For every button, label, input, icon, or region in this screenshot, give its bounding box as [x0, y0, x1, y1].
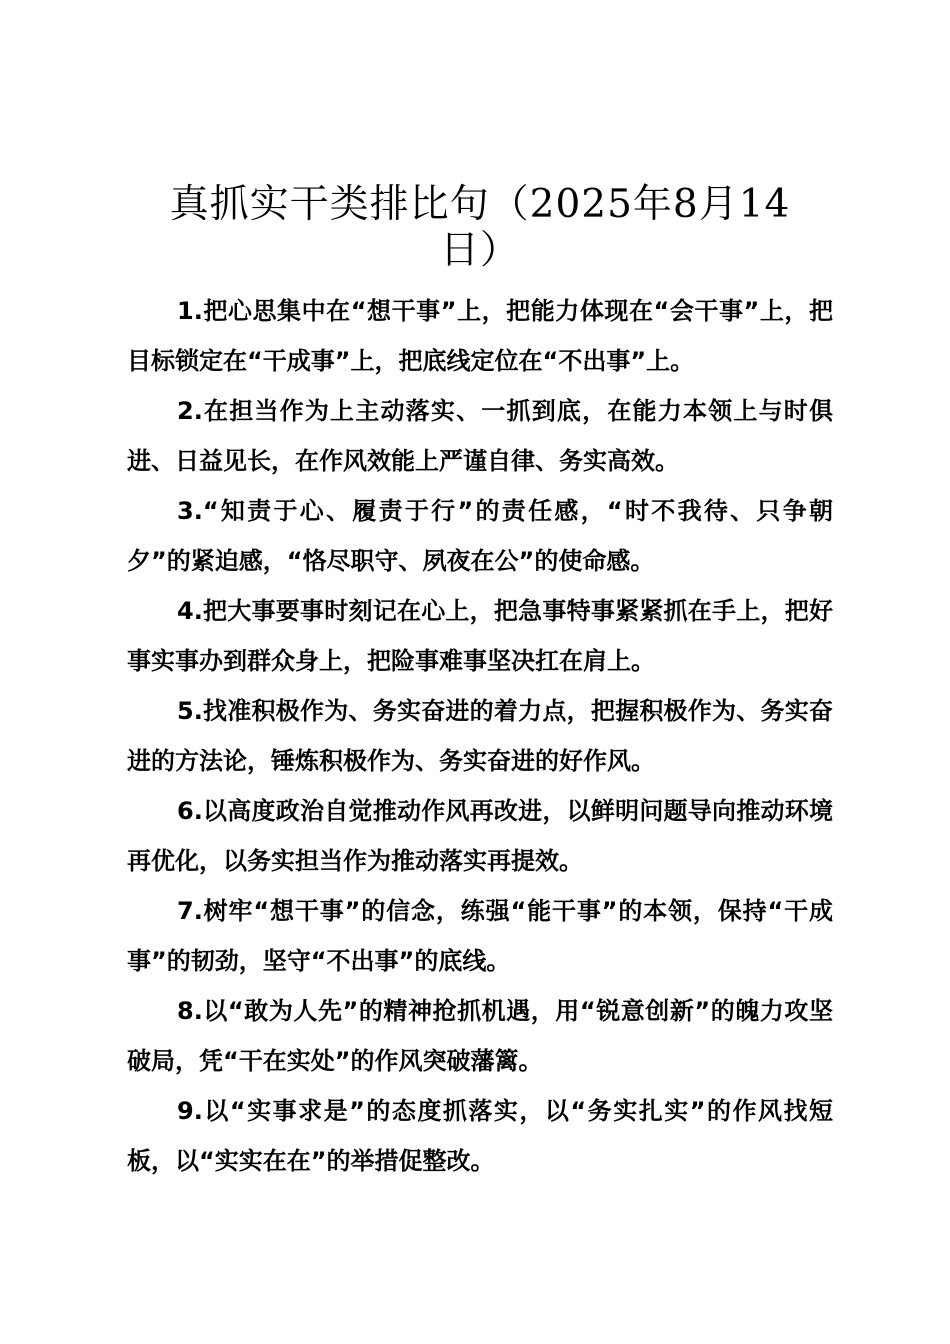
paragraph-item: 7.树牢“想干事”的信念，练强“能干事”的本领，保持“干成事”的韧劲，坚守“不出事”的底线。: [127, 897, 833, 975]
document-title: 真抓实干类排比句（2025年8月14日）: [169, 182, 791, 273]
paragraph-item: 9.以“实事求是”的态度抓落实，以“务实扎实”的作风找短板，以“实实在在”的举措促整改。: [127, 1097, 833, 1175]
paragraph-item: 1.把心思集中在“想干事”上，把能力体现在“会干事”上，把目标锁定在“干成事”上，把底线定位在“不出事”上。: [127, 297, 833, 375]
paragraph-item: 6.以高度政治自觉推动作风再改进，以鲜明问题导向推动环境再优化，以务实担当作为推动落实再提效。: [127, 797, 833, 875]
paragraph-item: 8.以“敢为人先”的精神抢抓机遇，用“锐意创新”的魄力攻坚破局，凭“干在实处”的作风突破藩篱。: [127, 997, 833, 1075]
document-body: [127, 286, 833, 1186]
paragraph-item: 5.找准积极作为、务实奋进的着力点，把握积极作为、务实奋进的方法论，锤炼积极作为、务实奋进的好作风。: [127, 697, 833, 775]
paragraph-item: 3.“知责于心、履责于行”的责任感，“时不我待、只争朝夕”的紧迫感，“恪尽职守、夙夜在公”的使命感。: [127, 497, 833, 575]
paragraph-item: 2.在担当作为上主动落实、一抓到底，在能力本领上与时俱进、日益见长，在作风效能上严谨自律、务实高效。: [127, 397, 833, 475]
paragraph-item: 4.把大事要事时刻记在心上，把急事特事紧紧抓在手上，把好事实事办到群众身上，把险事难事坚决扛在肩上。: [127, 597, 833, 675]
